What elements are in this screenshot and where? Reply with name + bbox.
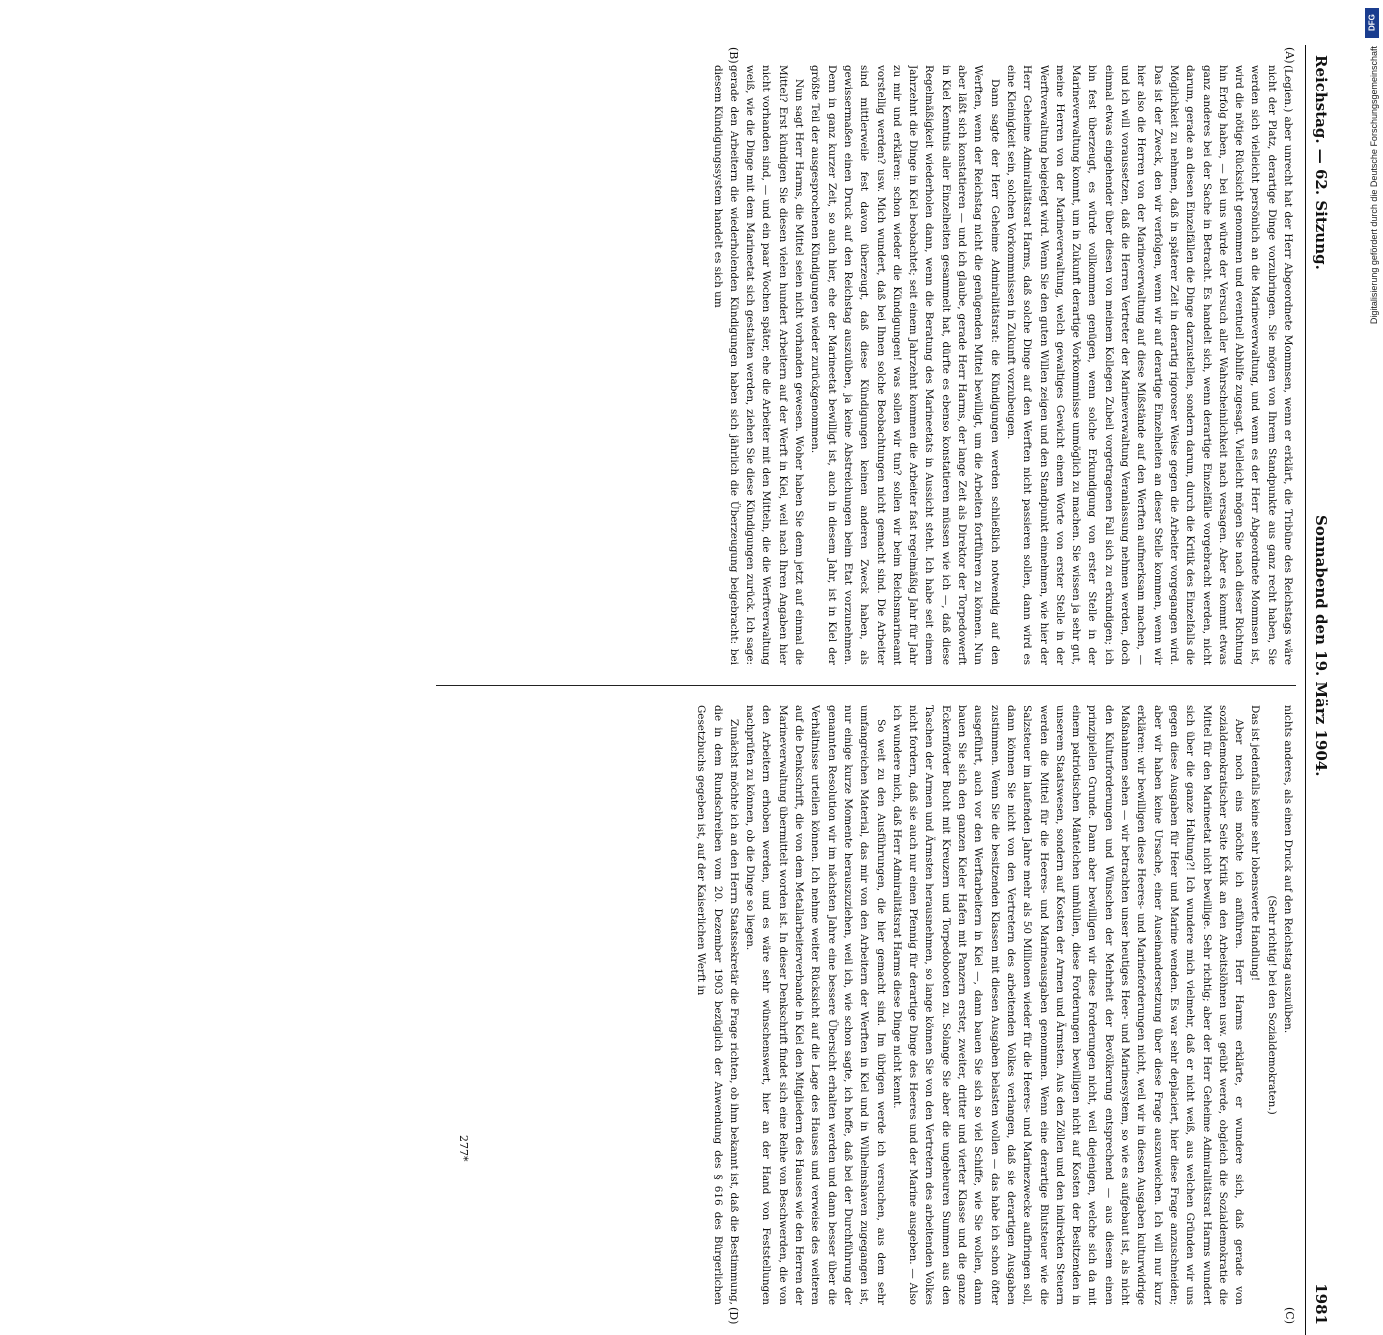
margin-marker-b: (B) (727, 47, 740, 64)
right-paragraph-1: nichts anderes, als einen Druck auf den Reichstag auszuüben. (1282, 705, 1294, 1034)
rotated-page (50, 45, 1340, 1325)
page-header (1305, 45, 1340, 1335)
left-column (436, 65, 1296, 665)
right-paragraph-4: So weit zu den Ausführungen, die hier gemacht sind. Im übrigen werde ich versuchen, aus dem sehr umfangreichen Material, das mir von den Arbeitern der Werften in Kiel und in Wilhelmshaven zugegangen ist, nur einige kurze Momente herauszuziehen, weil ich, wie schon sagte, ich hoffe, daß bei der Durchführung der genannten Resolution wir im nächsten Jahre eine bessere Übersicht erhalten werden und dann besser über die Verhältnisse urteilen können. Ich nehme weiter Rücksicht auf die Lage des Hauses und verweise des weiteren auf die Denkschrift, die von dem Metallarbeiterverbande in Kiel den Mitgliedern des Hauses wie den Herren der Marineverwaltung übermittelt worden ist. In dieser Denkschrift findet sich eine Reihe von Beschwerden, die von den Arbeitern erhoben werden, und es wäre sehr wünschenswert, hier an der Hand von Feststellungen nachprüfen zu können, ob die Dinge so liegen. (744, 705, 887, 1305)
left-paragraph-1: (Legien.) aber unrecht hat der Herr Abgeordnete Mommsen, wenn er erklärt, die Tribüne des Reichstags wäre nicht der Platz, derartige Dinge vorzubringen. Sie mögen von Ihrem Standpunkte aus ganz recht haben, Sie werden sich vielleicht persönlich an die Marineverwaltung, und wenn es der Herr Abgeordnete Mommsen ist, wird die nötige Rücksicht genommen und eventuell Abhilfe zugesagt. Vielleicht mögen Sie nach dieser Richtung hin Erfolg haben, — bei uns würde der Versuch aller Wahrscheinlichkeit nach versagen. Aber es kommt etwas ganz anderes bei der Sache in Betracht. Es handelt sich, wenn derartige Einzelfälle vorgebracht werden, nicht darum, gerade an diesen Einzelfällen die Dinge darzustellen, sondern darum, durch die Kritik des Einzelfalls die Möglichkeit zu nehmen, daß in späterer Zeit in derartig rigoroser Weise gegen die Arbeiter vorgegangen wird. Das ist der Zweck, den wir verfolgen, wenn wir auf derartige Einzelheiten an dieser Stelle kommen, wenn wir hier also die Herren von der Marineverwaltung auf diese Mißstände auf den Werften aufmerksam machen, — und ich will voraussetzen, daß die Herren Vertreter der Marineverwaltung Veranlassung nehmen werden, doch einmal etwas eingehender über diesen von meinem Kollegen Zubeil vorgetragenen Fall sich zu erkundigen; ich bin fest überzeugt, es würde vollkommen genügen, wenn solche Erkundigung von erster Stelle in der Marineverwaltung kommt, um in Zukunft derartige Vorkommnisse unmöglich zu machen. Sie wissen ja sehr gut, meine Herren von der Marineverwaltung, welch gewaltiges Gewicht einem Worte von erster Stelle in der Werftverwaltung beigelegt wird. Wenn Sie den guten Willen zeigen und den Standpunkt einnehmen, wie hier der Herr Geheime Admiralitätsrat Harms, daß solche Dinge auf den Werften nicht passieren sollen, dann wird es eine Kleinigkeit sein, solchen Vorkommnissen in Zukunft vorzubeugen. (1004, 65, 1294, 665)
signature-mark: 277* (457, 1135, 470, 1162)
margin-marker-c: (C) (1283, 1307, 1296, 1324)
right-paragraph-2: Das ist jedenfalls keine sehr lobenswerte Handlung! (1249, 705, 1262, 982)
right-paragraph-3: Aber noch eins möchte ich anführen. Herr Harms erklärte, er wundere sich, daß gerade von sozialdemokratischer Seite Kritik an den Arbeitslöhnen usw. geübt werde, obgleich die Sozialdemokratie die Mittel für den Marineetat nicht bewillige. Sehr richtig; aber der Herr Geheime Admiralitätsrat Harms wundert sich über die ganze Haltung?! Ich wundere mich vielmehr, daß er nicht weiß, aus welchen Gründen wir uns gegen diese Ausgaben für Heer und Marine wenden. Es war sehr deplaciert, hier diese Frage anzuschneiden; aber wir haben keine Ursache, einer Auseinandersetzung über diese Frage auszuweichen. Ich will nur kurz erklären: wir bewilligen diese Heeres- und Marineforderungen nicht, weil wir in diesen Ausgaben kulturwidrige Maßnahmen sehen — wir betrachten unser heutiges Heer- und Marinesystem, so wie es aufgebaut ist, als nicht den Kulturforderungen und Wünschen der Mehrheit der Bevölkerung entsprechend — aus diesem einen prinzipiellen Grunde. Dann aber bewilligen wir diese Forderungen nicht, weil diejenigen, welche sich da mit einem patriotischen Mäntelchen umhüllen, diese Forderungen bewilligen nicht auf Kosten der Besitzenden in unserem Staatswesen, sondern auf Kosten der Armen und Ärmsten. Aus den Zöllen und den indirekten Steuern werden die Mittel für die Heeres- und Marineausgaben genommen. Wenn eine derartige Blutsteuer wie die Salzsteuer im laufenden Jahre mehr als 50 Millionen wieder für die Heeres- und Marinezwecke aufbringen soll, dann können Sie nicht von den Vertretern des arbeitenden Volkes verlangen, daß sie derartigen Ausgaben zustimmen. Wenn Sie die besitzenden Klassen mit diesen Ausgaben belasten wollen — das habe ich schon öfter ausgeführt, auch vor den Werftarbeitern in Kiel —, dann bauen Sie sich so viel Schiffe, wie Sie wollen, dann bauen Sie sich den ganzen Kieler Hafen mit Panzern erster, zweiter, dritter und vierter Klasse und die ganze Eckernförder Bucht mit Kreuzern und Torpedobooten zu. Solange Sie aber die ungeheuren Summen aus den Taschen der Armen und Ärmsten herausnehmen, so lange können Sie von den Vertretern des arbeitenden Volkes nicht fordern, daß sie auch nur einen Pfennig für derartige Dinge des Heeres und der Marine ausgeben. — Also ich wundere mich, daß Herr Admiralitätsrat Harms diese Dinge nicht kennt. (890, 705, 1246, 1305)
column-divider (436, 685, 1296, 686)
digitization-note: Digitalisierung gefördert durch die Deutsche Forschungsgemeinschaft (1369, 46, 1379, 325)
right-interjection: (Sehr richtig! bei den Sozialdemokraten.) (1265, 895, 1278, 1115)
dfg-logo: DFG (1365, 8, 1379, 38)
header-date: Sonnabend den 19. März 1904. (1312, 515, 1330, 777)
right-paragraph-5: Zunächst möchte ich an den Herrn Staatssekretär die Frage richten, ob ihm bekannt ist, daß die Bestimmung, die in dem Rundschreiben vom 20. Dezember 1903 bezüglich der Anwendung des § 616 des Bürgerlichen Gesetzbuchs gegeben ist, auf der Kaiserlichen Werft in (695, 705, 740, 1305)
left-paragraph-2: Dann sagte der Herr Geheime Admiralitätsrat: die Kündigungen werden schließlich notwendig auf den Werften, wenn der Reichstag nicht die genügenden Mittel bewilligt, um die Arbeiten fortführen zu können. Nun aber läßt sich konstatieren — und ich glaube, gerade Herr Harms, der lange Zeit als Direktor der Torpedowerft in Kiel Kenntnis aller Einzelheiten gesammelt hat, dürfte es ebenso konstatieren müssen wie ich —, daß diese Regelmäßigkeit wiederholen dann, wenn die Beratung des Marineetats in Aussicht steht. Ich habe seit einem Jahrzehnt die Dinge in Kiel beobachtet; seit einem Jahrzehnt kommen die Arbeiter fast regelmäßig Jahr für Jahr zu mir und erklären: schon wieder die Kündigungen! was sollen wir tun? sollen wir beim Reichsmarineamt vorstellig werden? usw. Mich wundert, daß bei Ihnen solche Beobachtungen nicht gemacht sind. Die Arbeiter sind mittlerweile fest davon überzeugt, daß diese Kündigungen keinen anderen Zweck haben, als gewissermaßen einen Druck auf den Reichstag auszuüben, ja keine Abstreichungen beim Etat vorzunehmen. Denn in ganz kurzer Zeit, so auch hier, ehe der Marineetat bewilligt ist, auch in diesem Jahr, ist in Kiel der größte Teil der ausgesprochenen Kündigungen wieder zurückgenommen. (809, 65, 1001, 665)
right-column (436, 705, 1296, 1305)
header-session: Reichstag. — 62. Sitzung. (1312, 55, 1330, 270)
margin-marker-d: (D) (727, 1307, 740, 1325)
page-number: 1981 (1312, 1283, 1330, 1325)
margin-marker-a: (A) (1283, 47, 1296, 64)
text-columns (436, 45, 1296, 1335)
left-paragraph-3: Nun sagt Herr Harms, die Mittel seien nicht vorhanden gewesen. Woher haben Sie denn jetzt auf einmal die Mittel? Erst kündigen Sie diesen vielen hundert Arbeitern auf der Werft in Kiel, weil nach Ihren Angaben hier nicht vorhanden sind, — und ein paar Wochen später, ehe die Arbeiter mit den Mitteln, die die Werftverwaltung weiß, wie die Dinge mit dem Marineetat sich gestalten werden, ziehen Sie diese Kündigungen zurück. Ich sage: gerade den Arbeitern die wiederholenden Kündigungen haben sich jährlich die Überzeugung beigebracht: bei diesem Kündigungssystem handelt es sich um (711, 65, 806, 665)
